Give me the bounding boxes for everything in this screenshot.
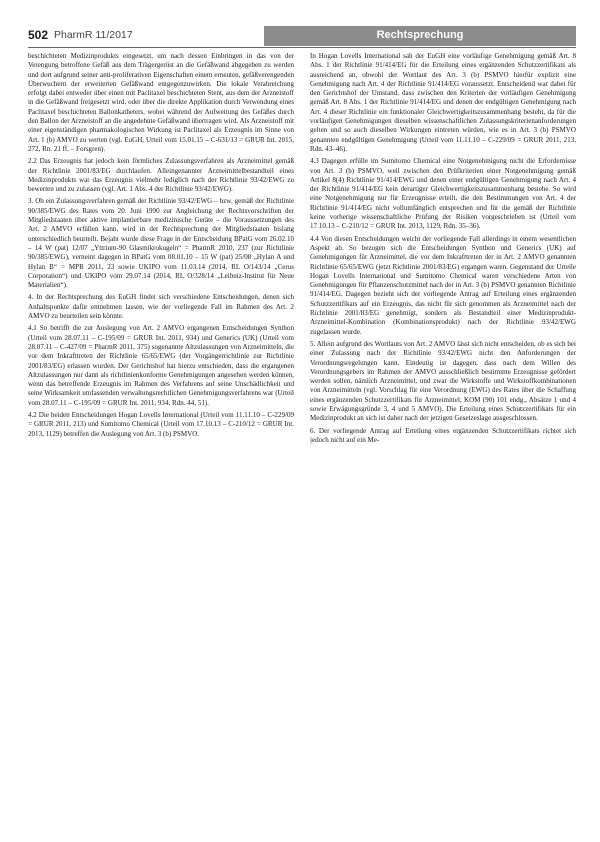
paragraph: 4.2 Die beiden Entscheidungen Hogan Lovells International (Urteil vom 11.11.10 – C-229/09 = GRUR 2011, 213) und Sumitomo Chemical (Urteil vom 17.10.13 – C-210/12 = GRUR Int. 2013, 1129) betreffen die Auslegung von Art. 3 (b) PSMVO.: [28, 410, 294, 438]
paragraph: 4.1 So betrifft die zur Auslegung von Art. 2 AMVO ergangenen Entscheidungen Synthon (Urteil vom 28.07.11 – C-195/09 = GRUR Int. 2011, 934) und Generics (UK) (Urteil vom 28.07.11 – C-427/09 = PharmR 2011, 375) sogenannte Altzulassungen von Arzneimitteln, die vor dem Inkrafttreten der Richtlinie 65/65/EWG (der Vorgängerrichtlinie zur Richtlinie 2001/83/EG) erlassen wurden. Der Gerichtshof hat hierzu entschieden, dass die ergangenen Altzulassungen nur dann als richtlinienkonforme Genehmigungen angesehen werden können, wenn das betreffende Erzeugnis im Rahmen des Verfahrens auf seine Unschädlichkeit und seine Wirksamkeit umfassenden verwaltungsrechtlichen Genehmigungsverfahrens war (Urteil vom 28.07.11 – C-195/09 = GRUR Int. 2011, 934, Rdn. 44, 51).: [28, 324, 294, 407]
section-band: [264, 26, 576, 46]
page-header: [28, 26, 576, 46]
page-number: 502: [28, 28, 49, 42]
section-title: Rechtsprechung: [376, 29, 464, 41]
text-columns: [28, 52, 576, 824]
paragraph: 4. In der Rechtsprechung des EuGH findet sich verschiedene Entscheidungen, denen sich Anhaltspunkte dafür entnehmen lassen, wie der vorliegende Fall im Rahmen des Art. 2 AMVO zu beurteilen sein könnte.: [28, 293, 294, 321]
paragraph: 4.3 Dagegen erfülle im Sumitomo Chemical eine Notgenehmigung nicht die Erfordernisse von Art. 3 (b) PSMVO, weil zwischen den Prüfkriterien einer Notgenehmigung gemäß Artikel 8(4) Richtlinie 91/414/EWG und denen einer endgültigen Genehmigung nach Art. 4 der Richtlinie 91/414/EG kein derartiger Gleichwertigkeitszusammenhang bestehe. So wird eine Notgenehmigung nur für Erzeugnisse erteilt, die den Bestimmungen von Art. 4 der Richtlinie 91/414/EG nicht vollumfänglich entsprechen und für die gemäß der Richtlinie keine vorherige wissenschaftliche Prüfung der Risiken vorgeschrieben ist (Urteil vom 17.10.13 – C-210/12 = GRUR Int. 2013, 1129, Rdn. 35–36).: [310, 157, 576, 231]
paragraph: beschichteten Medizinprodukts eingesetzt, um nach dessen Einbringen in das von der Verengung betroffene Gefäß aus dem Trägergerüst an die Gefäßwand abgegeben zu werden und dort aufgrund seiner anti-proliferativen Eigenschaften einem erneuten, gefäßverengenden Überwuchern der erweiterten Gefäßwand entgegenzuwirken. Die lokale Verabreichung erfolgt dabei entweder über einen mit Paclitaxel beschichteten Stent, aus dem der Arzneistoff in die Gefäßwand freigesetzt wird, oder über die direkte Applikation durch Verwendung eines Paclitaxel beschichteten Ballonkatheters, wobei während der Aufweitung des Gefäßes durch den Ballon der Arzneistoff an die angedehnte Gefäßwand übertragen wird. Als Arzneistoff mit einer eigenständigen pharmakologischen Wirkung ist Paclitaxel als Erzeugnis im Sinne von Art. 1 (b) AMVO zu werten (vgl. EuGH, Urteil vom 15.01.15 – C-631/13 = GRUR Int. 2015, 272, Rn. 21 ff. – Forsgren).: [28, 52, 294, 153]
header-divider: [28, 47, 576, 48]
journal-reference: PharmR 11/2017: [54, 29, 133, 41]
left-column: [28, 52, 294, 824]
paragraph: 4.4 Von diesen Entscheidungen weicht der vorliegende Fall allerdings in einem wesentlichen Aspekt ab. So bezogen sich die Entscheidungen Synthon und Generics (UK) auf Genehmigungen für Arzneimittel, die vor dem Inkrafttreten der in Art. 2 AMVO genannten Richtlinie 65/65/EWG (jetzt Richtlinie 2001/83/EG) ergangen waren. Gegenstand der Urteile Hogan Lovells International und Sumitomo Chemical waren verschiedene Arten von Genehmigungen für Pflanzenschutzmittel nach der in Art. 3 (b) PSMVO genannten Richtlinie 91/414/EG. Dagegen bezieht sich der vorliegende Antrag auf Erteilung eines ergänzenden Schutzzertifikats auf ein Erzeugnis, das nicht für sich genommen als Arzneimittel nach der Richtlinie 2001/83/EG genehmigt, sondern als Bestandteil einer Medizinprodukt-Arzneimittel-Kombination (Kombinationsprodukt) nach der Richtlinie 93/42/EWG zugelassen wurde.: [310, 234, 576, 336]
paragraph: 3. Ob ein Zulassungsverfahren gemäß der Richtlinie 93/42/EWG – bzw. gemäß der Richtlinie 90/385/EWG des Rates vom 20. Juni 1990 zur Angleichung der Rechtsvorschriften der Mitgliedstaaten über aktive implantierbare medizinische Geräte – die Voraussetzungen des Art. 2 AMVO erfüllen kann, wird in der Rechtsprechung der Mitgliedstaaten bislang unterschiedlich beurteilt. Bejaht wurde diese Frage in der Entscheidung BPatG vom 26.02.10 – 14 W (pat) 12/07 „Yttrium-90 Glasmikrokugeln“ = PharmR 2010, 237 (zur Richtlinie 90/385/EWG), verneint dagegen in BPatG vom 08.01.10 – 15 W (pat) 25/08 „Hylan A und Hylan B“ = MPR 2011, 23 sowie UKIPO vom 11.03.14 (2014, RL O/143/14 „Cerus Corporation“) und UKIPO vom 29.07.14 (2014, RL O/328/14 „Leibniz-Institut für Neue Materialien“).: [28, 197, 294, 290]
paragraph: 2.2 Das Erzeugnis hat jedoch kein förmliches Zulassungsverfahren als Arzneimittel gemäß der Richtlinie 2001/83/EG durchlaufen. Alleingenannter Arzneimittelbestandteil eines Medizinprodukts war das Erzeugnis vielmehr lediglich nach der Richtlinie 93/42/EWG zu bewerten und zu zulassen (vgl. Art. 1 Abs. 4 der Richtlinie 93/42/EWG).: [28, 157, 294, 194]
paragraph: In Hogan Lovells International sah der EuGH eine vorläufige Genehmigung gemäß Art. 8 Abs. 1 der Richtlinie 91/414/EG für die Erteilung eines ergänzenden Schutzzertifikats als ausreichend an, obwohl der Wortlaut des Art. 3 (b) PSMVO hierfür explizit eine Genehmigung nach Art. 4 der Richtlinie 91/414/EG voraussetzt. Entscheidend war dabei für den Gerichtshof der Umstand, dass zwischen den Kriterien der vorläufigen Genehmigung gemäß Art. 8 Abs. 1 der Richtlinie 91/414/EG und denen der endgültigen Genehmigung nach Art. 4 dieser Richtlinie ein funktionaler Gleichwertigkeitszusammenhang besteht, da für die vorläufigen Genehmigungen dieselben wissenschaftlichen Zulassungskriterienanforderungen gelten und so auch dieselben Wirkungen eintreten würden, wie es in Art. 3 (b) PSMVO genannten endgültigen Genehmigung (Urteil vom 11.11.10 – C-229/09 = GRUR 2011, 213, Rdn. 43–46).: [310, 52, 576, 153]
right-column: [310, 52, 576, 824]
paragraph: 6. Der vorliegende Antrag auf Erteilung eines ergänzenden Schutzzertifikats richtet sich jedoch nicht auf ein Me-: [310, 426, 576, 444]
paragraph: 5. Allein aufgrund des Wortlauts von Art. 2 AMVO lässt sich nicht entscheiden, ob es sich bei einer Zulassung nach der Richtlinie 93/42/EWG nicht den Anforderungen der Verordnungsregelungen kann. Eindeutig ist dagegen, dass nach dem Willen des Verordnungsgebers im Rahmen der AMVO ausschließlich bestimmte Erzeugnisse gefördert werden sollen, nämlich Arzneimittel, und zwar die Wirkstoffe und Wirkstoffkombinationen von Arzneimitteln (vgl. Vorschlag für eine Verordnung (EWG) des Rates über die Schaffung eines ergänzenden Schutzzertifikats für Arzneimittel, KOM (90) 101 endg., Absätze 1 und 4 sowie Erwägungsgründe 3, 4 und 5 AMVO). Die Erteilung eines Schutzzertifikats für ein Medizinprodukt an sich ist daher nach der jetzigen Gesetzeslage ausgeschlossen.: [310, 339, 576, 423]
